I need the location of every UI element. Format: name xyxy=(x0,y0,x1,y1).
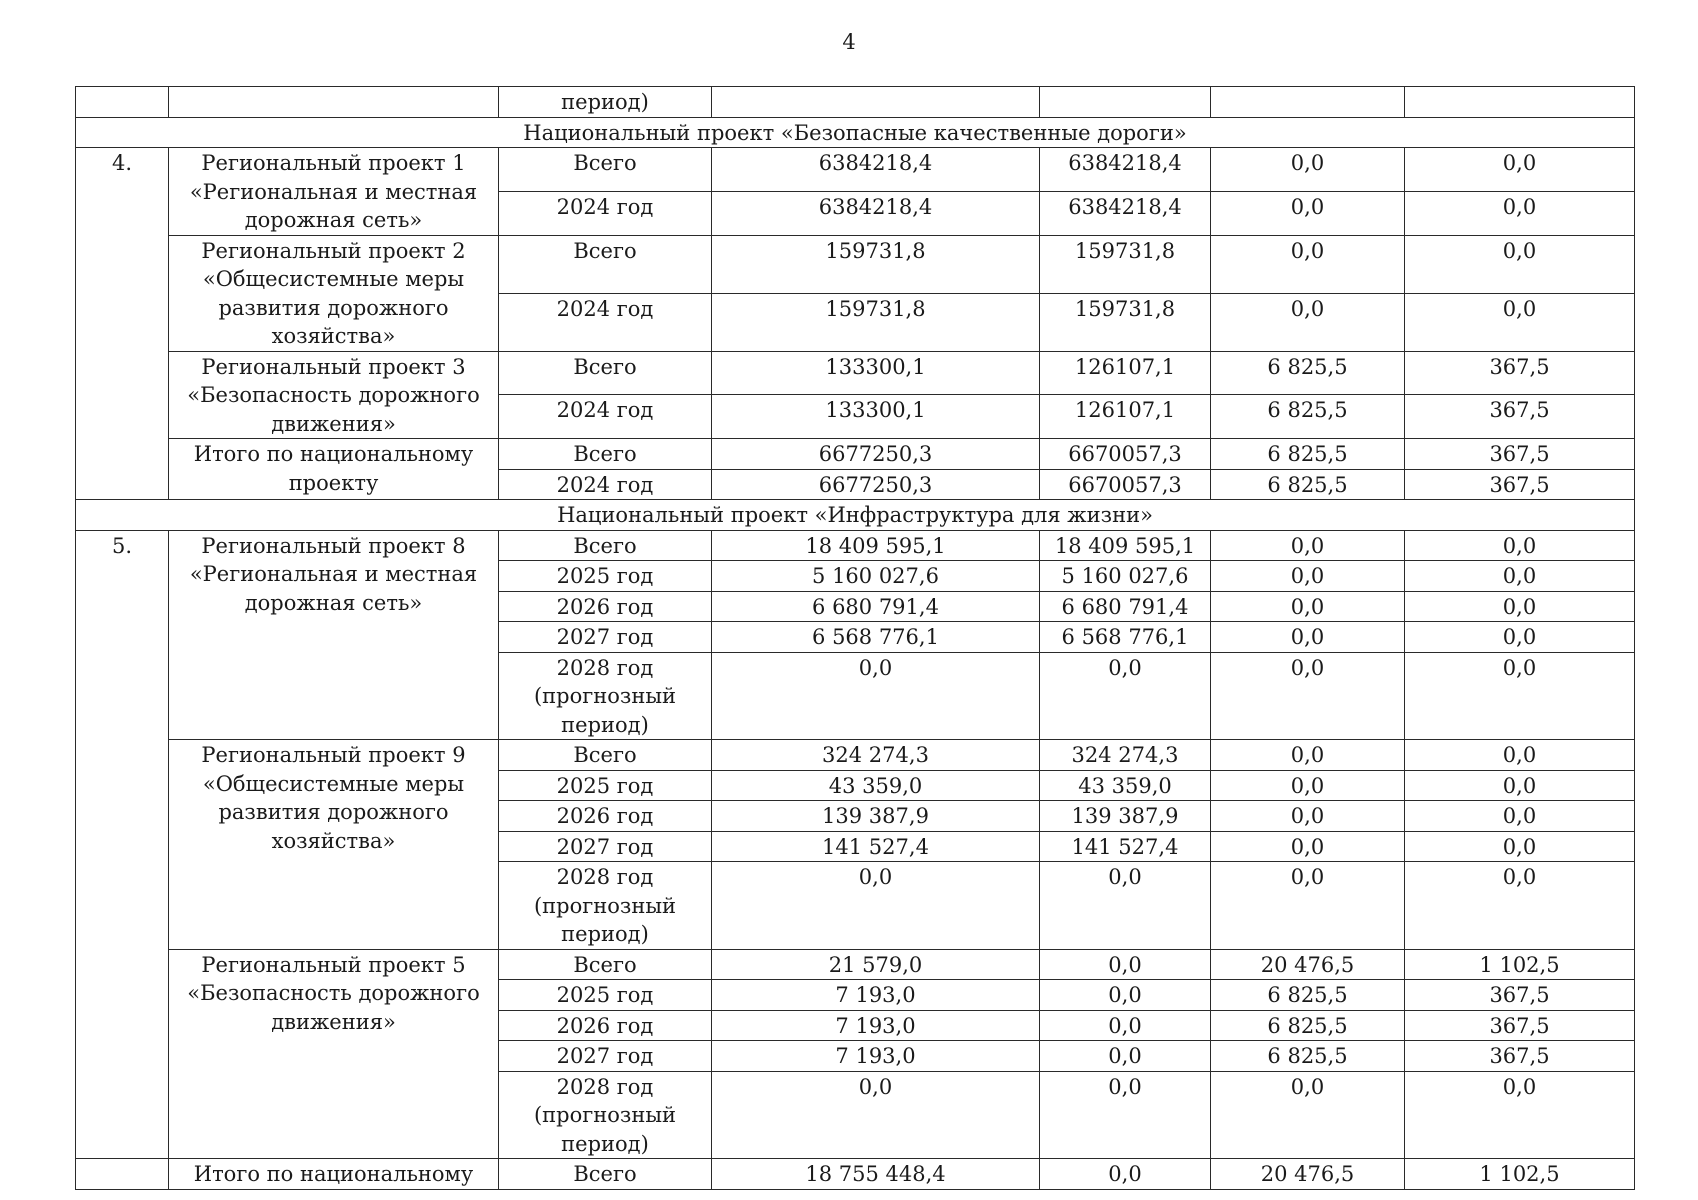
value-cell: 324 274,3 xyxy=(1040,740,1211,771)
value-cell: 0,0 xyxy=(712,1071,1040,1159)
value-cell: 6 825,5 xyxy=(1211,1041,1405,1072)
period-cell: 2027 год xyxy=(499,1041,712,1072)
period-cell: 2024 год xyxy=(499,469,712,500)
value-cell: 133300,1 xyxy=(712,395,1040,439)
value-cell: 0,0 xyxy=(1040,652,1211,740)
period-cell: 2025 год xyxy=(499,770,712,801)
value-cell: 6 825,5 xyxy=(1211,439,1405,470)
period-cell: 2028 год (прогнозный период) xyxy=(499,652,712,740)
value-cell: 141 527,4 xyxy=(1040,831,1211,862)
value-cell: 6677250,3 xyxy=(712,469,1040,500)
value-cell: 0,0 xyxy=(1405,740,1635,771)
value-cell: 367,5 xyxy=(1405,395,1635,439)
value-cell: 367,5 xyxy=(1405,351,1635,395)
value-cell: 159731,8 xyxy=(1040,235,1211,293)
period-cell: 2027 год xyxy=(499,831,712,862)
project-name: Региональный проект 2 «Общесистемные меры развития дорожного хозяйства» xyxy=(169,235,499,351)
period-cell: 2024 год xyxy=(499,293,712,351)
value-cell: 0,0 xyxy=(1040,1159,1211,1190)
number-cell xyxy=(76,87,169,118)
value-cell: 20 476,5 xyxy=(1211,1159,1405,1190)
value-cell: 0,0 xyxy=(712,862,1040,950)
value-cell: 0,0 xyxy=(1211,622,1405,653)
value-cell: 0,0 xyxy=(1405,191,1635,235)
value-cell: 0,0 xyxy=(1405,801,1635,832)
value-cell: 133300,1 xyxy=(712,351,1040,395)
value-cell xyxy=(1040,87,1211,118)
value-cell: 126107,1 xyxy=(1040,351,1211,395)
value-cell: 0,0 xyxy=(1405,770,1635,801)
value-cell: 6384218,4 xyxy=(712,148,1040,192)
value-cell xyxy=(712,87,1040,118)
value-cell: 6 825,5 xyxy=(1211,1010,1405,1041)
value-cell: 6384218,4 xyxy=(712,191,1040,235)
value-cell: 0,0 xyxy=(1211,740,1405,771)
period-cell: 2025 год xyxy=(499,561,712,592)
project-name: Итого по национальному xyxy=(169,1159,499,1190)
value-cell: 0,0 xyxy=(1405,591,1635,622)
item-number: 4. xyxy=(76,148,169,500)
period-cell: 2026 год xyxy=(499,1010,712,1041)
table-row xyxy=(76,439,1635,470)
value-cell: 6 680 791,4 xyxy=(1040,591,1211,622)
value-cell: 0,0 xyxy=(1211,530,1405,561)
value-cell: 6 568 776,1 xyxy=(1040,622,1211,653)
period-cell: Всего xyxy=(499,1159,712,1190)
value-cell: 159731,8 xyxy=(712,235,1040,293)
value-cell: 6 825,5 xyxy=(1211,351,1405,395)
value-cell: 139 387,9 xyxy=(1040,801,1211,832)
value-cell: 324 274,3 xyxy=(712,740,1040,771)
value-cell: 367,5 xyxy=(1405,1010,1635,1041)
period-cell: 2027 год xyxy=(499,622,712,653)
value-cell: 0,0 xyxy=(1405,561,1635,592)
period-cell: Всего xyxy=(499,530,712,561)
value-cell: 159731,8 xyxy=(1040,293,1211,351)
value-cell: 6 568 776,1 xyxy=(712,622,1040,653)
value-cell: 0,0 xyxy=(1405,831,1635,862)
value-cell: 0,0 xyxy=(1211,191,1405,235)
section-title: Национальный проект «Безопасные качественные дороги» xyxy=(76,117,1635,148)
value-cell: 0,0 xyxy=(1405,235,1635,293)
project-name: Региональный проект 1 «Региональная и местная дорожная сеть» xyxy=(169,148,499,236)
value-cell: 0,0 xyxy=(1405,530,1635,561)
period-cell: период) xyxy=(499,87,712,118)
project-name-cell xyxy=(169,87,499,118)
value-cell: 6 825,5 xyxy=(1211,469,1405,500)
project-name: Региональный проект 9 «Общесистемные меры развития дорожного хозяйства» xyxy=(169,740,499,950)
budget-table xyxy=(75,86,1635,1190)
value-cell: 7 193,0 xyxy=(712,980,1040,1011)
table-row xyxy=(76,949,1635,980)
table-row xyxy=(76,351,1635,395)
period-cell: Всего xyxy=(499,351,712,395)
table-row xyxy=(76,530,1635,561)
period-cell: Всего xyxy=(499,439,712,470)
value-cell: 0,0 xyxy=(712,652,1040,740)
value-cell: 6 825,5 xyxy=(1211,980,1405,1011)
value-cell: 0,0 xyxy=(1211,235,1405,293)
section-title: Национальный проект «Инфраструктура для жизни» xyxy=(76,500,1635,531)
value-cell: 0,0 xyxy=(1040,980,1211,1011)
value-cell: 0,0 xyxy=(1405,652,1635,740)
total-row xyxy=(76,1159,1635,1190)
period-cell: 2024 год xyxy=(499,395,712,439)
item-number: 5. xyxy=(76,530,169,1159)
period-cell: Всего xyxy=(499,148,712,192)
project-name: Региональный проект 3 «Безопасность дорожного движения» xyxy=(169,351,499,439)
value-cell: 20 476,5 xyxy=(1211,949,1405,980)
value-cell: 43 359,0 xyxy=(1040,770,1211,801)
value-cell: 18 409 595,1 xyxy=(712,530,1040,561)
page-number: 4 xyxy=(842,30,856,54)
value-cell: 0,0 xyxy=(1040,1041,1211,1072)
project-name: Региональный проект 8 «Региональная и местная дорожная сеть» xyxy=(169,530,499,740)
value-cell: 5 160 027,6 xyxy=(1040,561,1211,592)
value-cell: 7 193,0 xyxy=(712,1041,1040,1072)
value-cell: 0,0 xyxy=(1211,831,1405,862)
period-cell: 2028 год (прогнозный период) xyxy=(499,862,712,950)
value-cell: 18 409 595,1 xyxy=(1040,530,1211,561)
value-cell: 0,0 xyxy=(1040,1010,1211,1041)
section-header-row xyxy=(76,117,1635,148)
value-cell: 0,0 xyxy=(1211,293,1405,351)
value-cell: 126107,1 xyxy=(1040,395,1211,439)
value-cell: 0,0 xyxy=(1040,1071,1211,1159)
value-cell: 6 680 791,4 xyxy=(712,591,1040,622)
value-cell: 0,0 xyxy=(1211,652,1405,740)
period-cell: Всего xyxy=(499,949,712,980)
value-cell: 367,5 xyxy=(1405,980,1635,1011)
period-cell: 2026 год xyxy=(499,591,712,622)
value-cell: 43 359,0 xyxy=(712,770,1040,801)
project-name: Итого по национальному проекту xyxy=(169,439,499,500)
value-cell: 0,0 xyxy=(1405,622,1635,653)
value-cell: 0,0 xyxy=(1211,591,1405,622)
period-cell: 2025 год xyxy=(499,980,712,1011)
value-cell: 18 755 448,4 xyxy=(712,1159,1040,1190)
value-cell: 0,0 xyxy=(1405,862,1635,950)
value-cell: 1 102,5 xyxy=(1405,1159,1635,1190)
section-header-row xyxy=(76,500,1635,531)
value-cell: 6384218,4 xyxy=(1040,148,1211,192)
value-cell: 0,0 xyxy=(1040,949,1211,980)
value-cell: 0,0 xyxy=(1211,770,1405,801)
value-cell: 6670057,3 xyxy=(1040,469,1211,500)
continuation-row xyxy=(76,87,1635,118)
period-cell: 2024 год xyxy=(499,191,712,235)
value-cell: 0,0 xyxy=(1211,1071,1405,1159)
value-cell: 6384218,4 xyxy=(1040,191,1211,235)
table-row xyxy=(76,740,1635,771)
value-cell: 367,5 xyxy=(1405,469,1635,500)
period-cell: Всего xyxy=(499,235,712,293)
value-cell: 141 527,4 xyxy=(712,831,1040,862)
value-cell: 0,0 xyxy=(1211,862,1405,950)
value-cell: 139 387,9 xyxy=(712,801,1040,832)
value-cell: 5 160 027,6 xyxy=(712,561,1040,592)
value-cell: 0,0 xyxy=(1211,148,1405,192)
budget-table-body xyxy=(76,87,1635,1190)
value-cell: 0,0 xyxy=(1405,1071,1635,1159)
value-cell: 367,5 xyxy=(1405,1041,1635,1072)
period-cell: Всего xyxy=(499,740,712,771)
value-cell: 159731,8 xyxy=(712,293,1040,351)
value-cell: 0,0 xyxy=(1405,148,1635,192)
value-cell: 6 825,5 xyxy=(1211,395,1405,439)
table-row xyxy=(76,148,1635,192)
value-cell: 0,0 xyxy=(1405,293,1635,351)
number-cell xyxy=(76,1159,169,1190)
period-cell: 2028 год (прогнозный период) xyxy=(499,1071,712,1159)
value-cell: 367,5 xyxy=(1405,439,1635,470)
value-cell: 6677250,3 xyxy=(712,439,1040,470)
table-row xyxy=(76,235,1635,293)
period-cell: 2026 год xyxy=(499,801,712,832)
value-cell: 6670057,3 xyxy=(1040,439,1211,470)
value-cell: 0,0 xyxy=(1211,801,1405,832)
value-cell: 21 579,0 xyxy=(712,949,1040,980)
value-cell: 1 102,5 xyxy=(1405,949,1635,980)
value-cell xyxy=(1211,87,1405,118)
project-name: Региональный проект 5 «Безопасность дорожного движения» xyxy=(169,949,499,1159)
value-cell: 7 193,0 xyxy=(712,1010,1040,1041)
value-cell xyxy=(1405,87,1635,118)
value-cell: 0,0 xyxy=(1040,862,1211,950)
value-cell: 0,0 xyxy=(1211,561,1405,592)
